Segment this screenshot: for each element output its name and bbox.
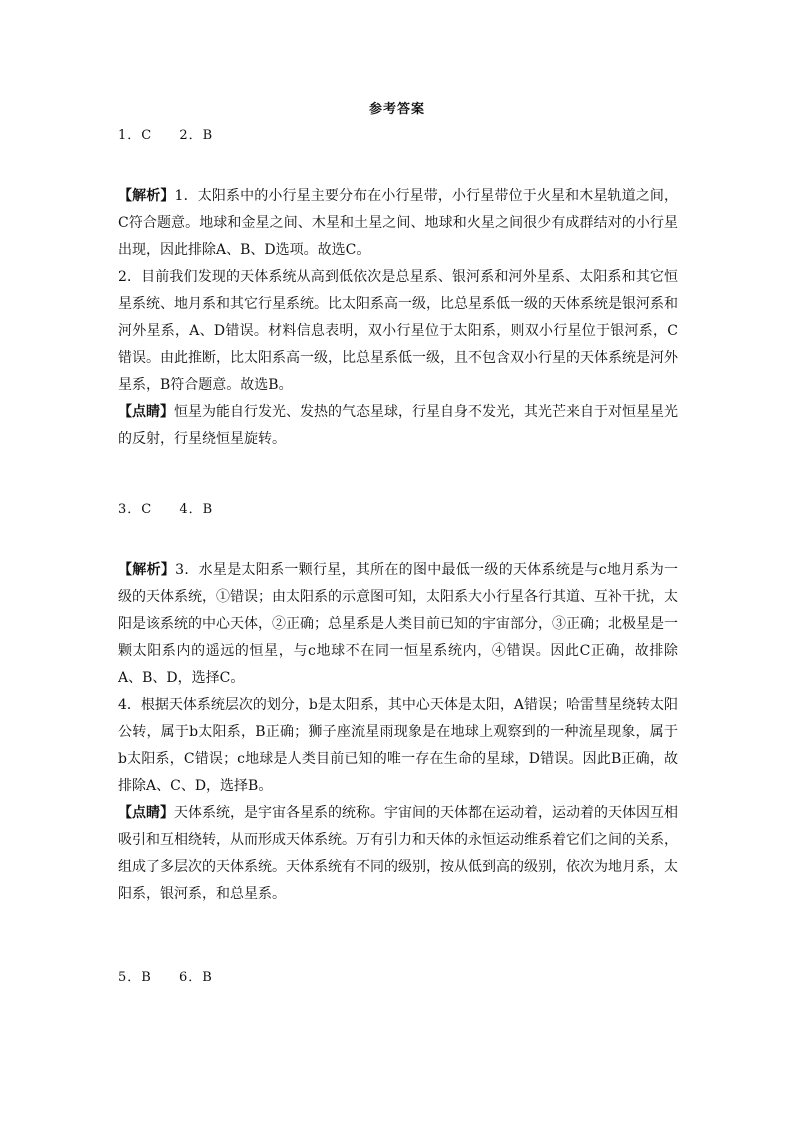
analysis-q1	[118, 183, 678, 264]
answer-q5: 5．B	[118, 970, 152, 985]
comment-text-2: 天体系统，是宇宙各星系的统称。宇宙间的天体都在运动着，运动着的天体因互相吸引和互相绕转，从而形成天体系统。万有引力和天体的永恒运动维系着它们之间的关系，组成了多层次的天体系统。天体系统有不同的级别，按从低到高的级别，依次为地月系，太阳系，银河系，和总星系。	[118, 805, 678, 902]
answer-q3: 3．C	[118, 502, 153, 517]
page-title: 参考答案	[368, 102, 425, 117]
comment-text-1: 恒星为能自行发光、发热的气态星球，行星自身不发光，其光芒来自于对恒星星光的反射，行星绕恒星旋转。	[118, 404, 678, 447]
answer-q6: 6．B	[178, 970, 213, 985]
analysis-block-1	[118, 183, 678, 453]
answer-q2: 2．B	[179, 128, 214, 143]
answers-row-1	[118, 124, 235, 143]
comment-tag: 【点睛】	[118, 805, 174, 821]
analysis-block-2	[118, 557, 678, 908]
analysis-q1-text: 1．太阳系中的小行星主要分布在小行星带，小行星带位于火星和木星轨道之间，C符合题意。地球和金星之间、木星和土星之间、地球和火星之间很少有成群结对的小行星出现，因此排除A、B、D选项。故选C。	[118, 188, 679, 258]
comment-tag: 【点睛】	[118, 404, 174, 420]
analysis-q3-text: 3．水星是太阳系一颗行星，其所在的图中最低一级的天体系统是与c地月系为一级的天体系统，①错误；由太阳系的示意图可知，太阳系大小行星各行其道、互补干扰，太阳是该系统的中心天体，②正确；总星系是人类目前已知的宇宙部分，③正确；北极星是一颗太阳系内的遥远的恒星，与c地球不在同一恒星系统内，④错误。因此C正确，故排除A、B、D，选择C。	[118, 562, 678, 686]
comment-block-2	[118, 800, 678, 908]
analysis-q4: 4．根据天体系统层次的划分，b是太阳系，其中心天体是太阳，A错误；哈雷彗星绕转太阳公转，属于b太阳系，B正确；狮子座流星雨现象是在地球上观察到的一种流星现象，属于b太阳系，C错误；c地球是人类目前已知的唯一存在生命的星球，D错误。因此B正确，故排除A、C、D，选择B。	[118, 697, 678, 794]
answers-row-2	[118, 498, 235, 517]
answers-row-3	[118, 966, 235, 985]
analysis-q2: 2．目前我们发现的天体系统从高到低依次是总星系、银河系和河外星系、太阳系和其它恒星系统、地月系和其它行星系统。比太阳系高一级，比总星系低一级的天体系统是银河系和河外星系，A、D错误。材料信息表明，双小行星位于太阳系，则双小行星位于银河系，C错误。由此推断，比太阳系高一级，比总星系低一级，且不包含双小行星的天体系统是河外星系，B符合题意。故选B。	[118, 269, 678, 393]
answer-q1: 1．C	[118, 128, 153, 143]
analysis-q3	[118, 557, 678, 692]
analysis-tag: 【解析】	[118, 188, 175, 204]
analysis-tag: 【解析】	[118, 562, 176, 578]
answer-q4: 4．B	[179, 502, 214, 517]
comment-block-1	[118, 399, 678, 453]
